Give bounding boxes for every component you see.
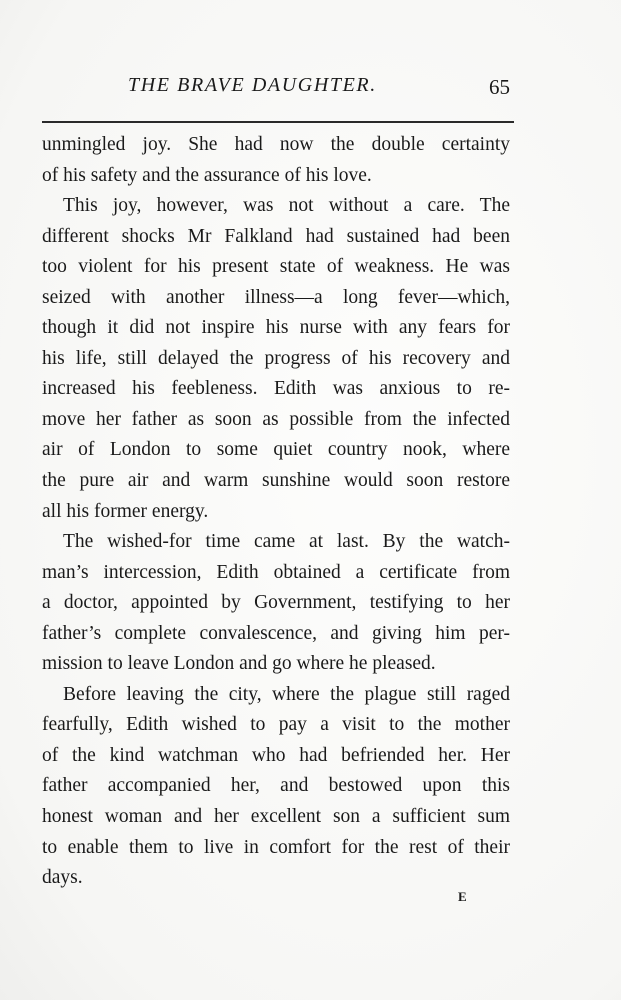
text-line: father accompanied her, and bestowed upon this: [42, 775, 510, 797]
text-line: man’s intercession, Edith obtained a certificate from: [42, 561, 510, 583]
text-line: increased his feebleness. Edith was anxious to re-: [42, 378, 510, 400]
paragraph: [42, 130, 510, 191]
text-line: move her father as soon as possible from the infected: [42, 408, 510, 430]
text-line: different shocks Mr Falkland had sustained had been: [42, 225, 510, 247]
text-line: The wished-for time came at last. By the watch-: [63, 531, 510, 553]
running-head: [42, 74, 510, 104]
signature-mark: E: [458, 889, 467, 904]
text-line: This joy, however, was not without a care. The: [63, 195, 510, 217]
text-line: fearfully, Edith wished to pay a visit to the mother: [42, 714, 510, 736]
page-number: 65: [489, 75, 510, 99]
text-line: though it did not inspire his nurse with any fears for: [42, 317, 510, 339]
text-line: a doctor, appointed by Government, testifying to her: [42, 592, 510, 614]
text-line: too violent for his present state of weakness. He was: [42, 256, 510, 278]
text-line: all his former energy.: [42, 500, 209, 522]
text-line: honest woman and her excellent son a sufficient sum: [42, 806, 510, 828]
text-line: the pure air and warm sunshine would soon restore: [42, 470, 510, 492]
text-line: seized with another illness—a long fever—which,: [42, 286, 510, 308]
body-text: [42, 130, 510, 894]
text-line: days.: [42, 867, 83, 889]
text-line: father’s complete convalescence, and giving him per-: [42, 622, 510, 644]
text-line: of the kind watchman who had befriended her. Her: [42, 744, 510, 766]
header-rule: [42, 121, 514, 123]
text-line: his life, still delayed the progress of his recovery and: [42, 347, 510, 369]
paragraph: [42, 527, 510, 680]
text-line: unmingled joy. She had now the double certainty: [42, 134, 510, 155]
text-line: of his safety and the assurance of his love.: [42, 164, 372, 186]
text-line: Before leaving the city, where the plague still raged: [63, 683, 510, 705]
running-head-title: THE BRAVE DAUGHTER.: [128, 74, 377, 96]
paragraph: [42, 680, 510, 894]
text-line: air of London to some quiet country nook, where: [42, 439, 510, 461]
text-line: to enable them to live in comfort for the rest of their: [42, 836, 510, 858]
paragraph: [42, 191, 510, 527]
text-line: mission to leave London and go where he pleased.: [42, 653, 436, 675]
